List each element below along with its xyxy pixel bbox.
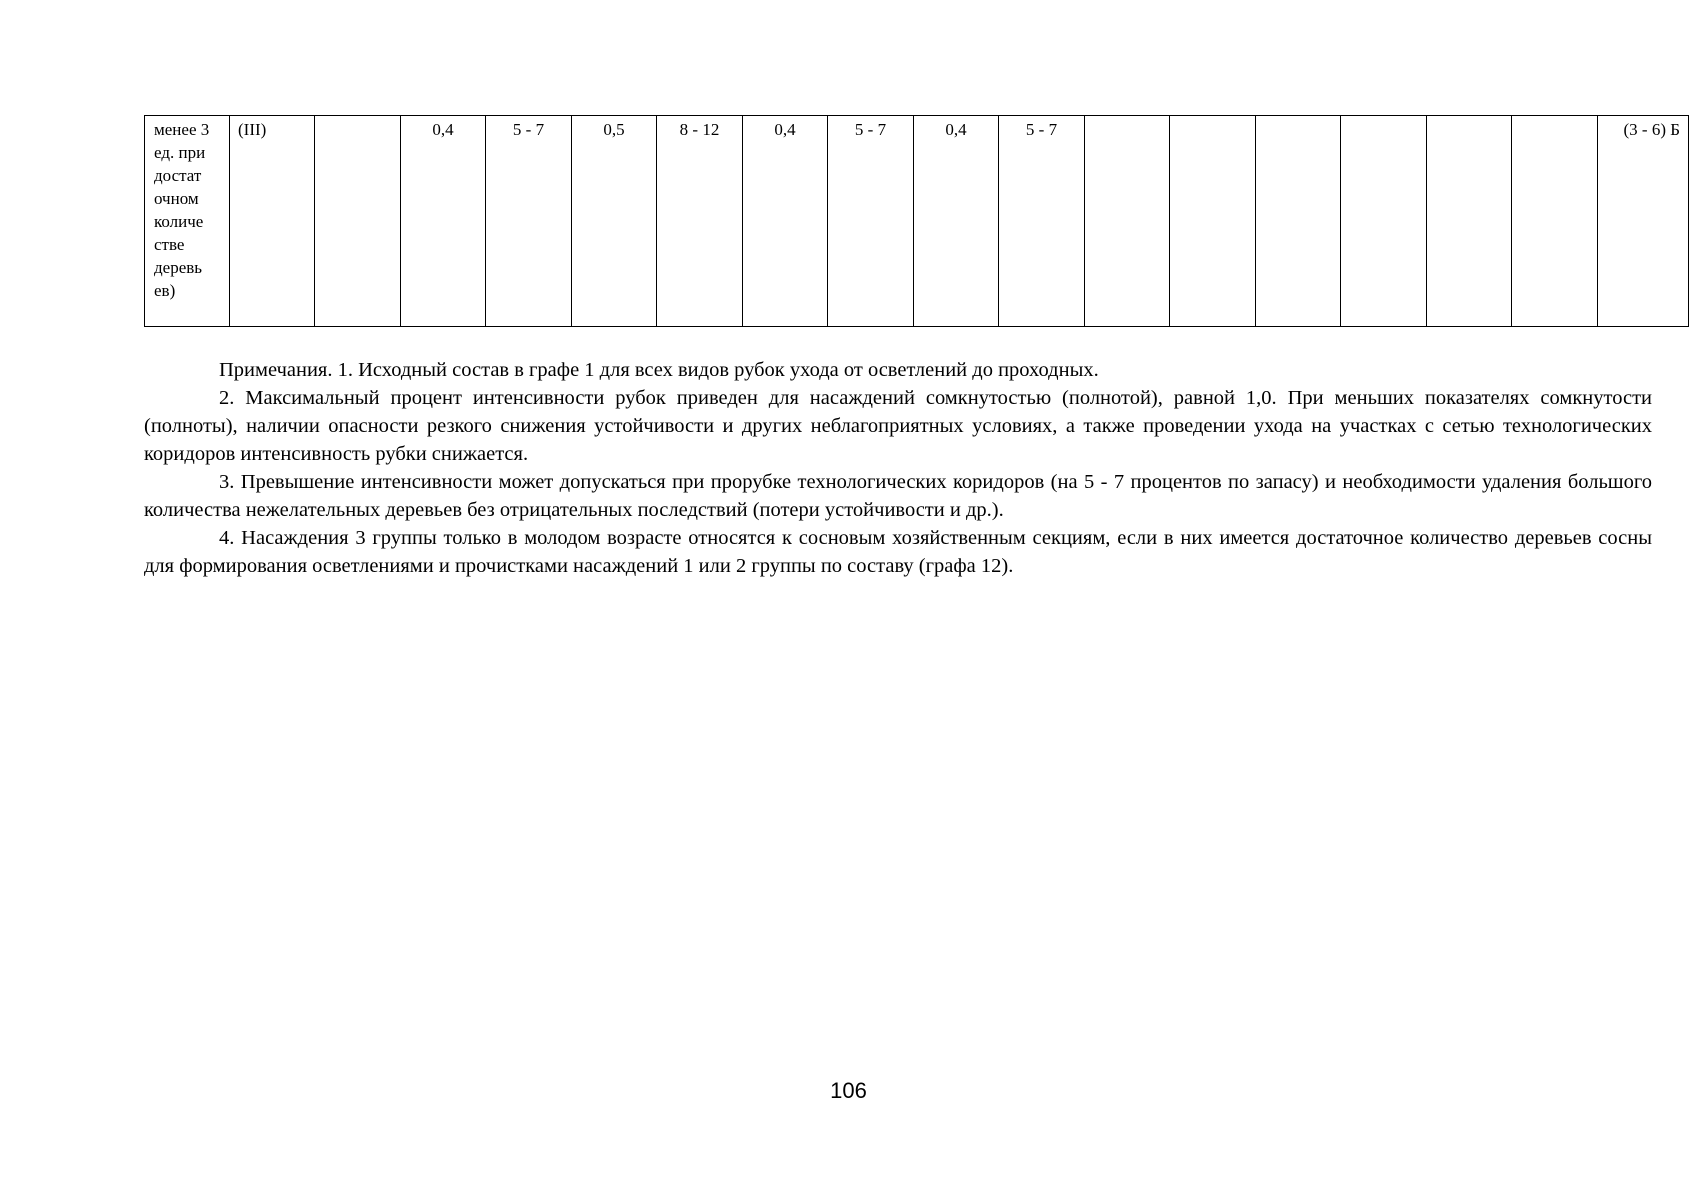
- table-cell: 5 - 7: [999, 116, 1085, 327]
- table-cell: 5 - 7: [828, 116, 914, 327]
- note-paragraph-4: 4. Насаждения 3 группы только в молодом возрасте относятся к сосновым хозяйственным секциям, если в них имеется достаточное количество деревьев сосны для формирования осветлениями и прочистками насаждений 1 или 2 группы по составу (графа 12).: [144, 527, 1652, 577]
- table-cell: [1341, 116, 1427, 327]
- continuation-table: [144, 115, 1689, 327]
- table-cell: 8 - 12: [657, 116, 743, 327]
- note-paragraph-3: 3. Превышение интенсивности может допускаться при прорубке технологических коридоров (на 5 - 7 процентов по запасу) и необходимости удаления большого количества нежелательных деревьев без отрицательных последствий (потери устойчивости и др.).: [144, 471, 1652, 521]
- table-cell: 0,4: [401, 116, 486, 327]
- note-paragraph-2: 2. Максимальный процент интенсивности рубок приведен для насаждений сомкнутостью (полнотой), равной 1,0. При меньших показателях сомкнутости (полноты), наличии опасности резкого снижения устойчивости и других неблагоприятных условиях, а также проведении ухода на участках с сетью технологических коридоров интенсивность рубки снижается.: [144, 387, 1652, 465]
- table-cell: менее 3 ед. при достат очном количе стве деревь ев): [145, 116, 230, 327]
- table-cell: [1427, 116, 1512, 327]
- table-cell: [1256, 116, 1341, 327]
- table-cell: (III): [230, 116, 315, 327]
- table-cell: 5 - 7: [486, 116, 572, 327]
- table-row: [145, 116, 1689, 327]
- table-cell: (3 - 6) Б: [1598, 116, 1689, 327]
- table-cell: [1085, 116, 1170, 327]
- notes-section: [144, 356, 1652, 580]
- table-cell: [1170, 116, 1256, 327]
- table-cell: 0,4: [914, 116, 999, 327]
- note-paragraph-1: Примечания. 1. Исходный состав в графе 1 для всех видов рубок ухода от осветлений до проходных.: [219, 359, 1099, 381]
- page-number: 106: [830, 1078, 867, 1103]
- table-cell: 0,5: [572, 116, 657, 327]
- table-cell: [315, 116, 401, 327]
- table-cell: [1512, 116, 1598, 327]
- table-cell: 0,4: [743, 116, 828, 327]
